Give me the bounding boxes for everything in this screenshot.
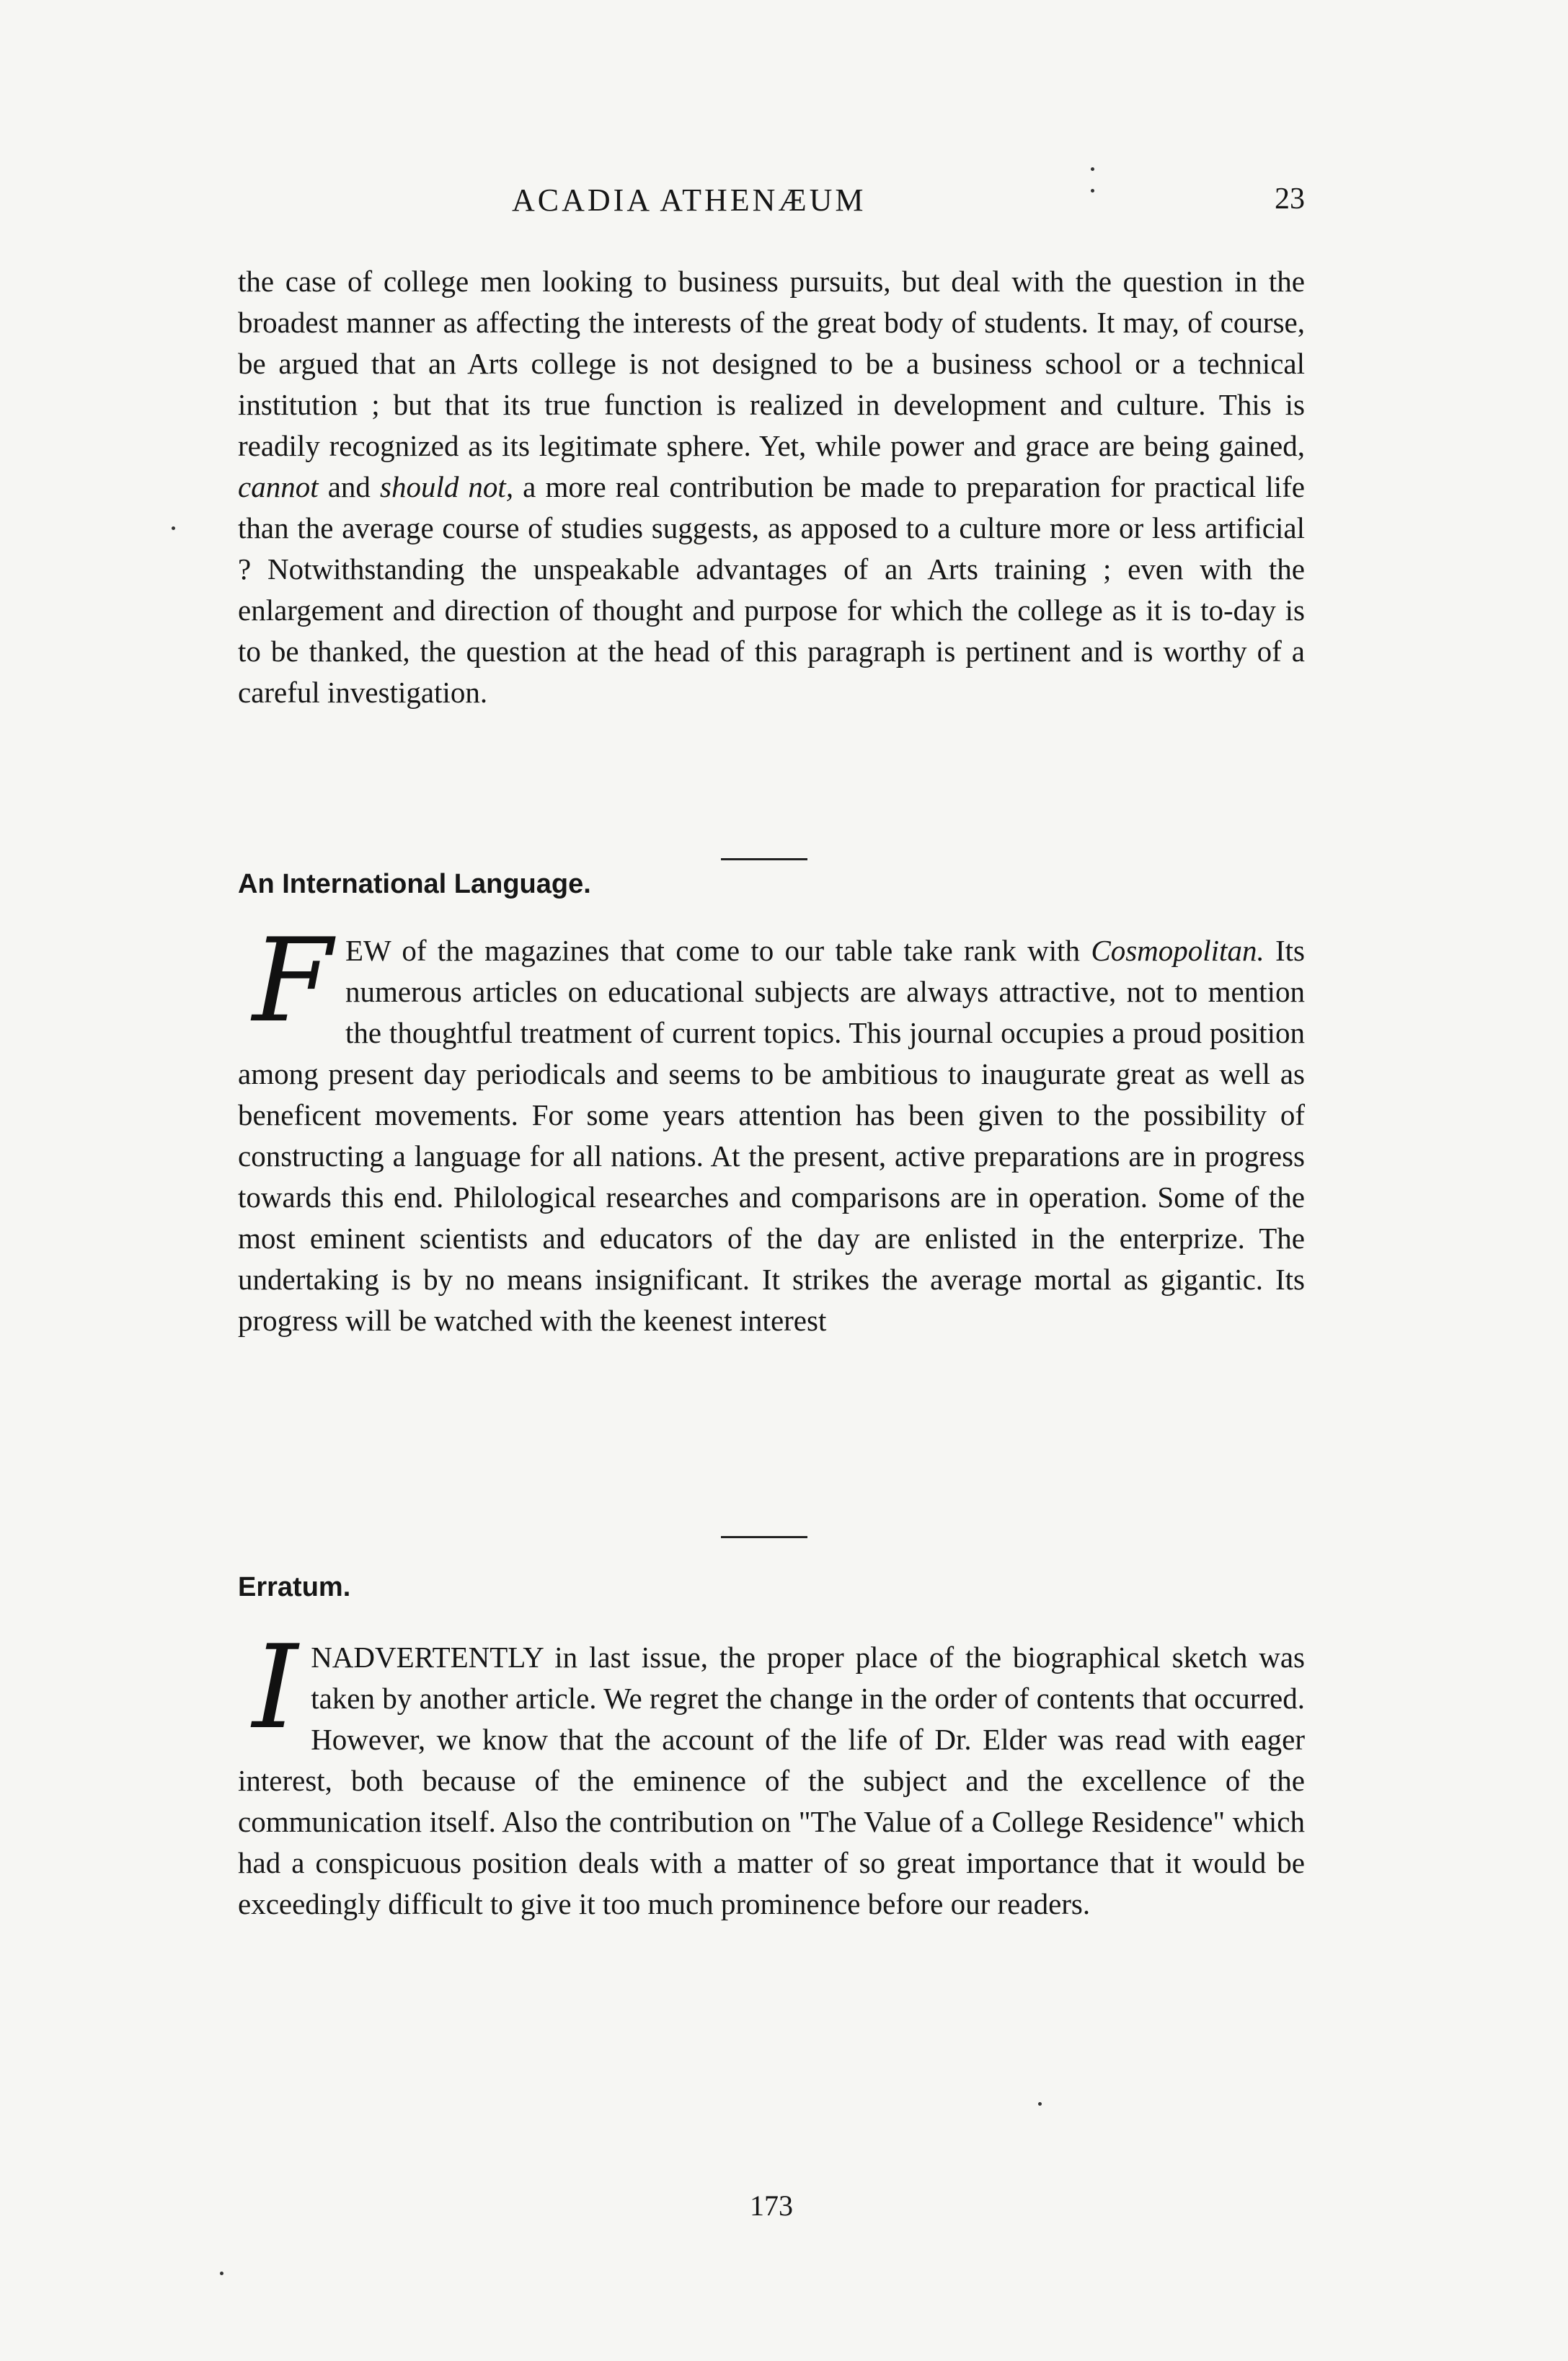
intro-emphasis-cannot: cannot [238,470,319,503]
section1-text: Its numerous articles on educational subjects are always attractive, not to mention the thoughtful treatment of current topics. This journal occupies a proud position among present day periodicals and seems to be ambitious to inaugurate great as well as beneficent movements. For some years attention has been given to the possibility of constructing a language for all nations. At the present, active preparations are in progress towards this end. Philological researches and comparisons are in operation. Some of the most eminent scientists and educators of the day are enlisted in the enterprize. The undertaking is by no means insignificant. It strikes the average mortal as gigantic. Its progress will be watched with the keenest interest [238,934,1305,1337]
section-heading-erratum: Erratum. [238,1572,351,1602]
page-number: 23 [1275,182,1305,216]
ink-speck [1091,167,1094,171]
page-header [238,182,1305,232]
ink-speck [172,526,175,530]
section2-text: in last issue, the proper place of the biographical sketch was taken by another article. We regret the change in the order of contents that occurred. However, we know that the account of the life of Dr. Elder was read with eager interest, both because of the eminence of the subject and the excellence of the communication itself. Also the contribution on "The Value of a College Residence" which had a conspicuous position deals with a matter of so great importance that it would be exceedingly difficult to give it too much prominence before our readers. [238,1641,1306,1920]
international-language-paragraph [238,913,1305,1341]
intro-paragraph [238,261,1305,713]
ink-speck [1091,189,1094,193]
dropcap-i: I [252,1620,298,1755]
intro-conjunction: and [327,470,371,503]
erratum-paragraph [238,1620,1306,1925]
magazine-title: Cosmopolitan. [1091,934,1264,967]
dropcap-f: F [252,913,333,1048]
ink-speck [1038,2102,1042,2106]
section-divider [721,858,807,860]
intro-text: the case of college men looking to business pursuits, but deal with the question in the broadest manner as affecting the interests of the great body of students. It may, of course, be argued that an Arts college is not designed to be a business school or a technical institution ; but that its true function is realized in development and culture. This is readily recognized as its legitimate sphere. Yet, while power and grace are being gained, [238,265,1305,462]
ink-speck [220,2272,223,2275]
journal-title: ACADIA ATHENÆUM [512,182,867,218]
intro-emphasis-should-not: should not, [379,470,514,503]
section2-lead: NADVERTENTLY [311,1641,544,1674]
section-divider-2 [721,1536,807,1538]
section-heading-international-language: An International Language. [238,869,591,899]
intro-text-continued: a more real contribution be made to preparation for practical life than the average course of studies suggests, as apposed to a culture more or less artificial ? Notwithstanding the unspeakable advantages of an Arts training ; even with the enlargement and direction of thought and purpose for which the college as it is to-day is to be thanked, the question at the head of this paragraph is pertinent and is worthy of a careful investigation. [238,470,1305,709]
footer-page-number: 173 [750,2189,793,2222]
section1-lead: EW of the magazines that come to our table take rank with [345,934,1081,967]
